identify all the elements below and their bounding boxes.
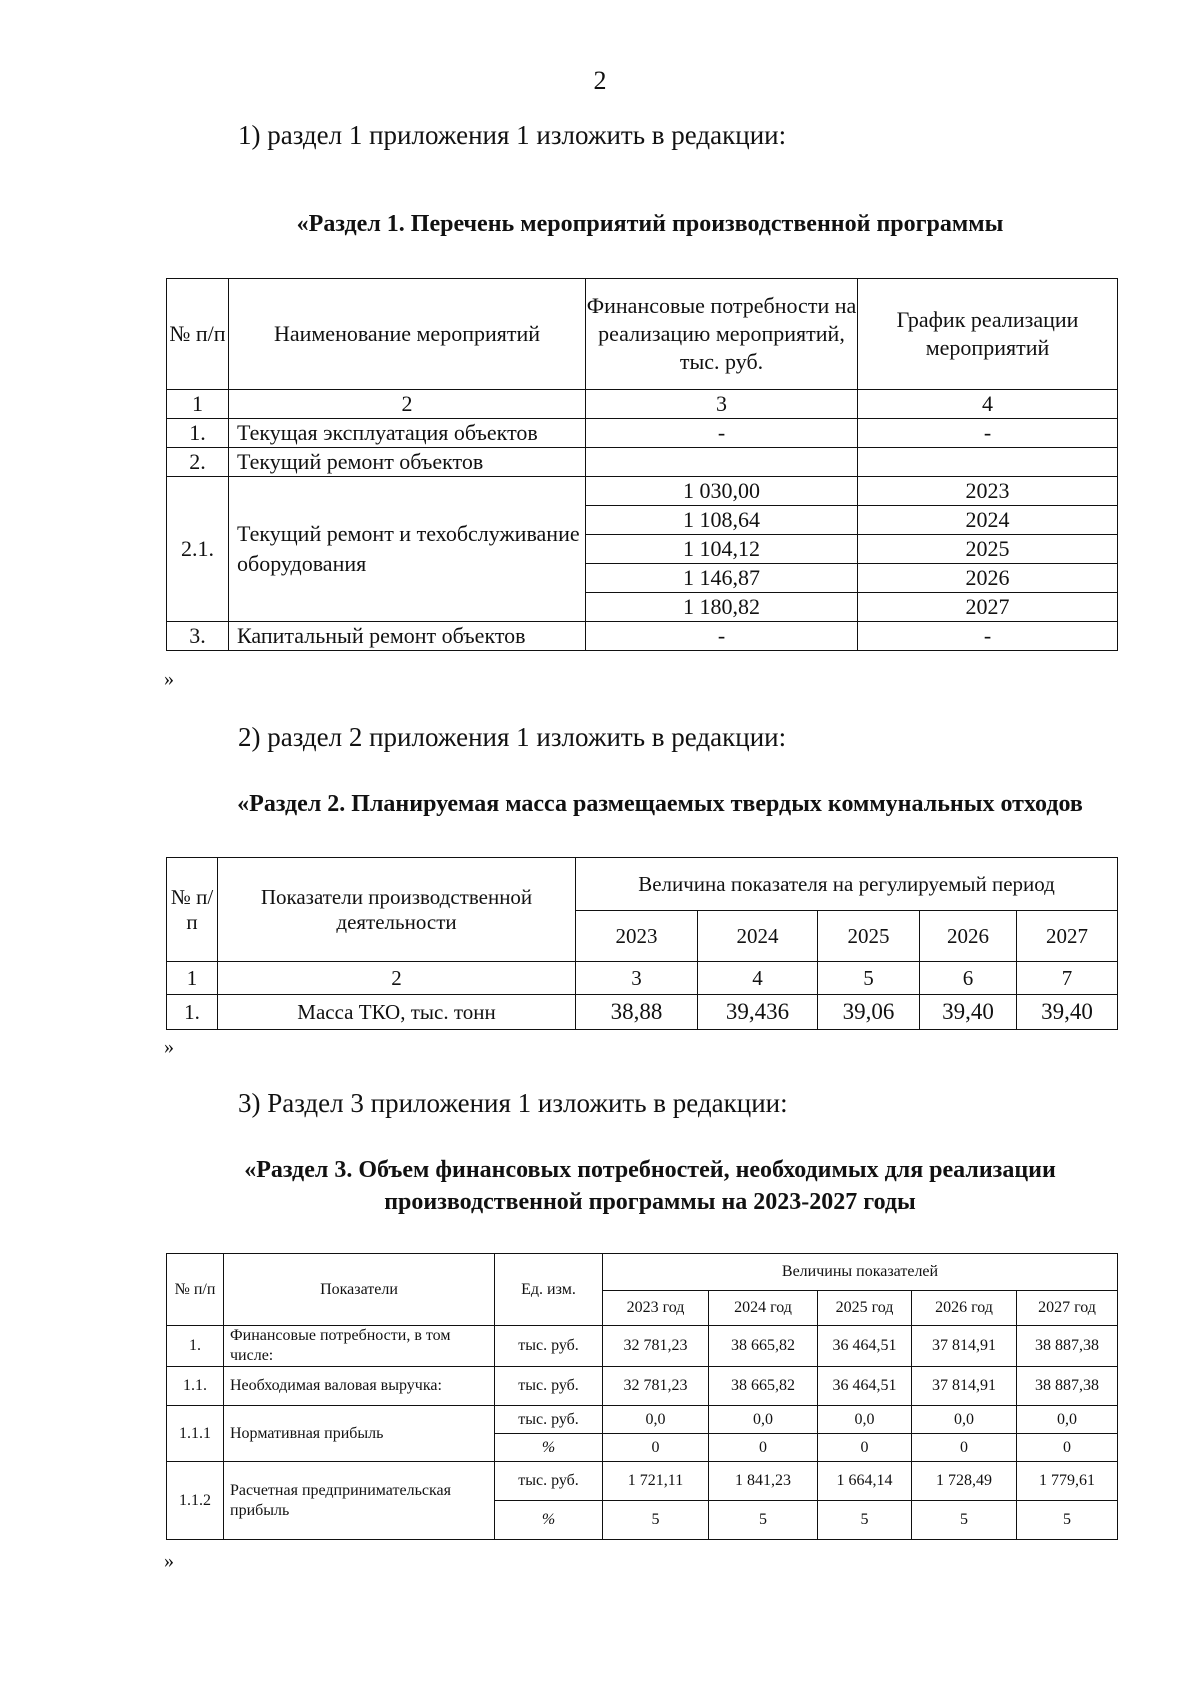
section1-table <box>166 278 1118 651</box>
row-num: 1.1.2 <box>167 1462 224 1540</box>
row-value: 1 841,23 <box>709 1462 818 1501</box>
row-value: 38,88 <box>576 995 698 1030</box>
row-finance: 1 108,64 <box>586 506 858 535</box>
row-value: 39,06 <box>818 995 920 1030</box>
col-number: 7 <box>1017 962 1118 995</box>
row-schedule: 2027 <box>858 593 1118 622</box>
section3-title-line2: производственной программы на 2023-2027 годы <box>384 1189 916 1215</box>
col-number: 6 <box>920 962 1017 995</box>
table-row <box>167 1326 1118 1367</box>
col-number: 4 <box>858 390 1118 419</box>
row-value: 1 728,49 <box>912 1462 1017 1501</box>
year-header: 2024 <box>698 911 818 962</box>
header-name: Показатели производственной деятельности <box>218 858 576 962</box>
row-value: 0 <box>818 1434 912 1462</box>
row-value: 39,40 <box>1017 995 1118 1030</box>
table-row <box>167 995 1118 1030</box>
row-schedule: 2025 <box>858 535 1118 564</box>
row-name: Текущий ремонт объектов <box>229 448 586 477</box>
row-schedule: 2024 <box>858 506 1118 535</box>
col-number: 5 <box>818 962 920 995</box>
row-value: 37 814,91 <box>912 1326 1017 1367</box>
row-name: Капитальный ремонт объектов <box>229 622 586 651</box>
year-header: 2026 год <box>912 1291 1017 1326</box>
row-schedule: 2023 <box>858 477 1118 506</box>
row-unit: тыс. руб. <box>495 1326 603 1367</box>
row-finance: 1 146,87 <box>586 564 858 593</box>
row-finance: 1 104,12 <box>586 535 858 564</box>
year-header: 2023 год <box>603 1291 709 1326</box>
section3-instruction: 3) Раздел 3 приложения 1 изложить в редакции: <box>238 1088 788 1118</box>
table-row <box>167 419 1118 448</box>
row-schedule-empty <box>858 448 1118 477</box>
row-finance: - <box>586 622 858 651</box>
row-num: 1. <box>167 995 218 1030</box>
row-value: 38 665,82 <box>709 1367 818 1406</box>
row-unit: тыс. руб. <box>495 1406 603 1434</box>
table-row <box>167 1406 1118 1434</box>
row-finance: 1 180,82 <box>586 593 858 622</box>
row-value: 36 464,51 <box>818 1367 912 1406</box>
year-header: 2026 <box>920 911 1017 962</box>
row-schedule: - <box>858 622 1118 651</box>
col-number: 3 <box>586 390 858 419</box>
row-name: Текущая эксплуатация объектов <box>229 419 586 448</box>
year-header: 2025 год <box>818 1291 912 1326</box>
section1-title: «Раздел 1. Перечень мероприятий производственной программы <box>296 211 1004 237</box>
row-num: 1. <box>167 419 229 448</box>
row-value: 0,0 <box>818 1406 912 1434</box>
row-value: 36 464,51 <box>818 1326 912 1367</box>
col-number: 4 <box>698 962 818 995</box>
row-unit: тыс. руб. <box>495 1367 603 1406</box>
row-value: 1 664,14 <box>818 1462 912 1501</box>
row-num: 2. <box>167 448 229 477</box>
col-number: 2 <box>229 390 586 419</box>
section2-table <box>166 857 1118 1030</box>
row-name: Масса ТКО, тыс. тонн <box>218 995 576 1030</box>
year-header: 2024 год <box>709 1291 818 1326</box>
row-name: Нормативная прибыль <box>224 1406 495 1462</box>
row-value: 39,436 <box>698 995 818 1030</box>
row-finance-empty <box>586 448 858 477</box>
row-value: 0,0 <box>912 1406 1017 1434</box>
header-name: Показатели <box>224 1254 495 1326</box>
col-number: 2 <box>218 962 576 995</box>
row-value: 0,0 <box>709 1406 818 1434</box>
table-row <box>167 477 1118 506</box>
header-values: Величины показателей <box>603 1254 1118 1291</box>
table-header-row <box>167 279 1118 390</box>
year-header: 2025 <box>818 911 920 962</box>
section1-close-quote: » <box>164 668 174 690</box>
table-header-row <box>167 858 1118 911</box>
section2-close-quote: » <box>164 1036 174 1058</box>
table-header-row <box>167 1254 1118 1291</box>
row-value: 32 781,23 <box>603 1367 709 1406</box>
row-num: 2.1. <box>167 477 229 622</box>
column-number-row <box>167 390 1118 419</box>
table-row <box>167 1367 1118 1406</box>
row-value: 38 887,38 <box>1017 1326 1118 1367</box>
row-num: 3. <box>167 622 229 651</box>
header-finance: Финансовые потребности на реализацию мероприятий, тыс. руб. <box>586 279 858 390</box>
row-value: 0 <box>603 1434 709 1462</box>
year-header: 2027 год <box>1017 1291 1118 1326</box>
row-value: 0,0 <box>1017 1406 1118 1434</box>
section2-title: «Раздел 2. Планируемая масса размещаемых твердых коммунальных отходов <box>237 791 1083 817</box>
header-num: № п/п <box>167 279 229 390</box>
row-value: 39,40 <box>920 995 1017 1030</box>
row-value: 32 781,23 <box>603 1326 709 1367</box>
col-number: 1 <box>167 390 229 419</box>
row-finance: - <box>586 419 858 448</box>
row-value: 5 <box>818 1501 912 1540</box>
col-number: 1 <box>167 962 218 995</box>
section3-close-quote: » <box>164 1550 174 1572</box>
row-value: 1 779,61 <box>1017 1462 1118 1501</box>
year-header: 2027 <box>1017 911 1118 962</box>
row-name: Финансовые потребности, в том числе: <box>224 1326 495 1367</box>
row-schedule: 2026 <box>858 564 1118 593</box>
row-value: 0 <box>1017 1434 1118 1462</box>
row-value: 5 <box>709 1501 818 1540</box>
section1-instruction: 1) раздел 1 приложения 1 изложить в редакции: <box>238 120 787 150</box>
row-unit: % <box>495 1501 603 1540</box>
header-period: Величина показателя на регулируемый период <box>576 858 1118 911</box>
row-value: 5 <box>912 1501 1017 1540</box>
row-num: 1. <box>167 1326 224 1367</box>
row-finance: 1 030,00 <box>586 477 858 506</box>
row-name: Текущий ремонт и техобслуживание оборудования <box>229 477 586 622</box>
row-num: 1.1.1 <box>167 1406 224 1462</box>
row-value: 0 <box>912 1434 1017 1462</box>
row-name: Расчетная предпринимательская прибыль <box>224 1462 495 1540</box>
row-value: 1 721,11 <box>603 1462 709 1501</box>
section3-table <box>166 1253 1118 1540</box>
col-number: 3 <box>576 962 698 995</box>
row-value: 38 665,82 <box>709 1326 818 1367</box>
header-num: № п/п <box>167 1254 224 1326</box>
row-value: 5 <box>1017 1501 1118 1540</box>
column-number-row <box>167 962 1118 995</box>
year-header: 2023 <box>576 911 698 962</box>
row-schedule: - <box>858 419 1118 448</box>
row-unit: % <box>495 1434 603 1462</box>
section3-title-line1: «Раздел 3. Объем финансовых потребностей, необходимых для реализации <box>244 1157 1056 1183</box>
section2-instruction: 2) раздел 2 приложения 1 изложить в редакции: <box>238 722 787 752</box>
row-value: 0,0 <box>603 1406 709 1434</box>
header-unit: Ед. изм. <box>495 1254 603 1326</box>
table-row <box>167 622 1118 651</box>
header-num: № п/п <box>167 858 218 962</box>
page-number: 2 <box>593 66 607 95</box>
row-value: 37 814,91 <box>912 1367 1017 1406</box>
row-value: 0 <box>709 1434 818 1462</box>
row-unit: тыс. руб. <box>495 1462 603 1501</box>
row-num: 1.1. <box>167 1367 224 1406</box>
table-row <box>167 448 1118 477</box>
header-name: Наименование мероприятий <box>229 279 586 390</box>
table-row <box>167 1462 1118 1501</box>
row-value: 5 <box>603 1501 709 1540</box>
row-value: 38 887,38 <box>1017 1367 1118 1406</box>
header-schedule: График реализации мероприятий <box>858 279 1118 390</box>
row-name: Необходимая валовая выручка: <box>224 1367 495 1406</box>
